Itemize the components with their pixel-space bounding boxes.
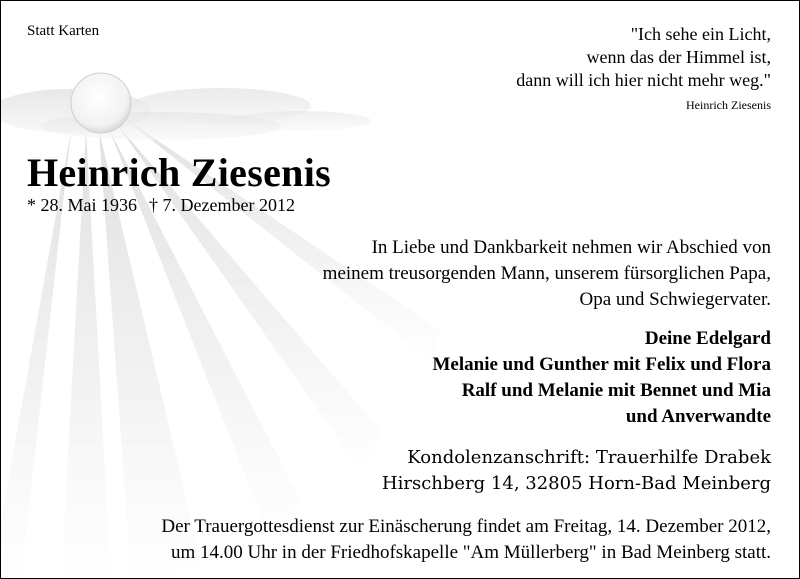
life-dates bbox=[27, 195, 295, 216]
mourner-line: Melanie und Gunther mit Felix und Flora bbox=[432, 354, 771, 375]
quote-author: Heinrich Ziesenis bbox=[686, 98, 771, 112]
service-line: um 14.00 Uhr in der Friedhofskapelle "Am Müllerberg" in Bad Meinberg statt. bbox=[170, 542, 771, 563]
statt-karten-label: Statt Karten bbox=[27, 23, 100, 39]
message-line: Opa und Schwiegervater. bbox=[579, 289, 771, 310]
condolence-address bbox=[382, 445, 771, 497]
quote bbox=[516, 23, 771, 92]
mourner-line: und Anverwandte bbox=[625, 406, 771, 427]
mourner-line: Deine Edelgard bbox=[644, 328, 771, 349]
quote-line: dann will ich hier nicht mehr weg." bbox=[516, 70, 771, 90]
condolence-line: Kondolenzanschrift: Trauerhilfe Drabek bbox=[407, 447, 771, 468]
sun bbox=[71, 73, 131, 133]
message-line: In Liebe und Dankbarkeit nehmen wir Abschied von bbox=[371, 237, 771, 258]
quote-line: "Ich sehe ein Licht, bbox=[630, 24, 771, 44]
service-line: Der Trauergottesdienst zur Einäscherung findet am Freitag, 14. Dezember 2012, bbox=[161, 516, 771, 537]
mourner-line: Ralf und Melanie mit Bennet und Mia bbox=[461, 380, 771, 401]
deceased-name: Heinrich Ziesenis bbox=[27, 150, 331, 195]
message-line: meinem treusorgenden Mann, unserem fürsorglichen Papa, bbox=[322, 263, 771, 284]
farewell-message bbox=[323, 235, 771, 313]
mourners-list bbox=[432, 326, 771, 430]
birth-date: * 28. Mai 1936 bbox=[27, 195, 137, 215]
condolence-line: Hirschberg 14, 32805 Horn-Bad Meinberg bbox=[381, 473, 771, 494]
funeral-service-info bbox=[161, 514, 771, 566]
quote-line: wenn das der Himmel ist, bbox=[586, 47, 771, 67]
clouds bbox=[1, 88, 371, 140]
death-date: † 7. Dezember 2012 bbox=[149, 195, 295, 215]
